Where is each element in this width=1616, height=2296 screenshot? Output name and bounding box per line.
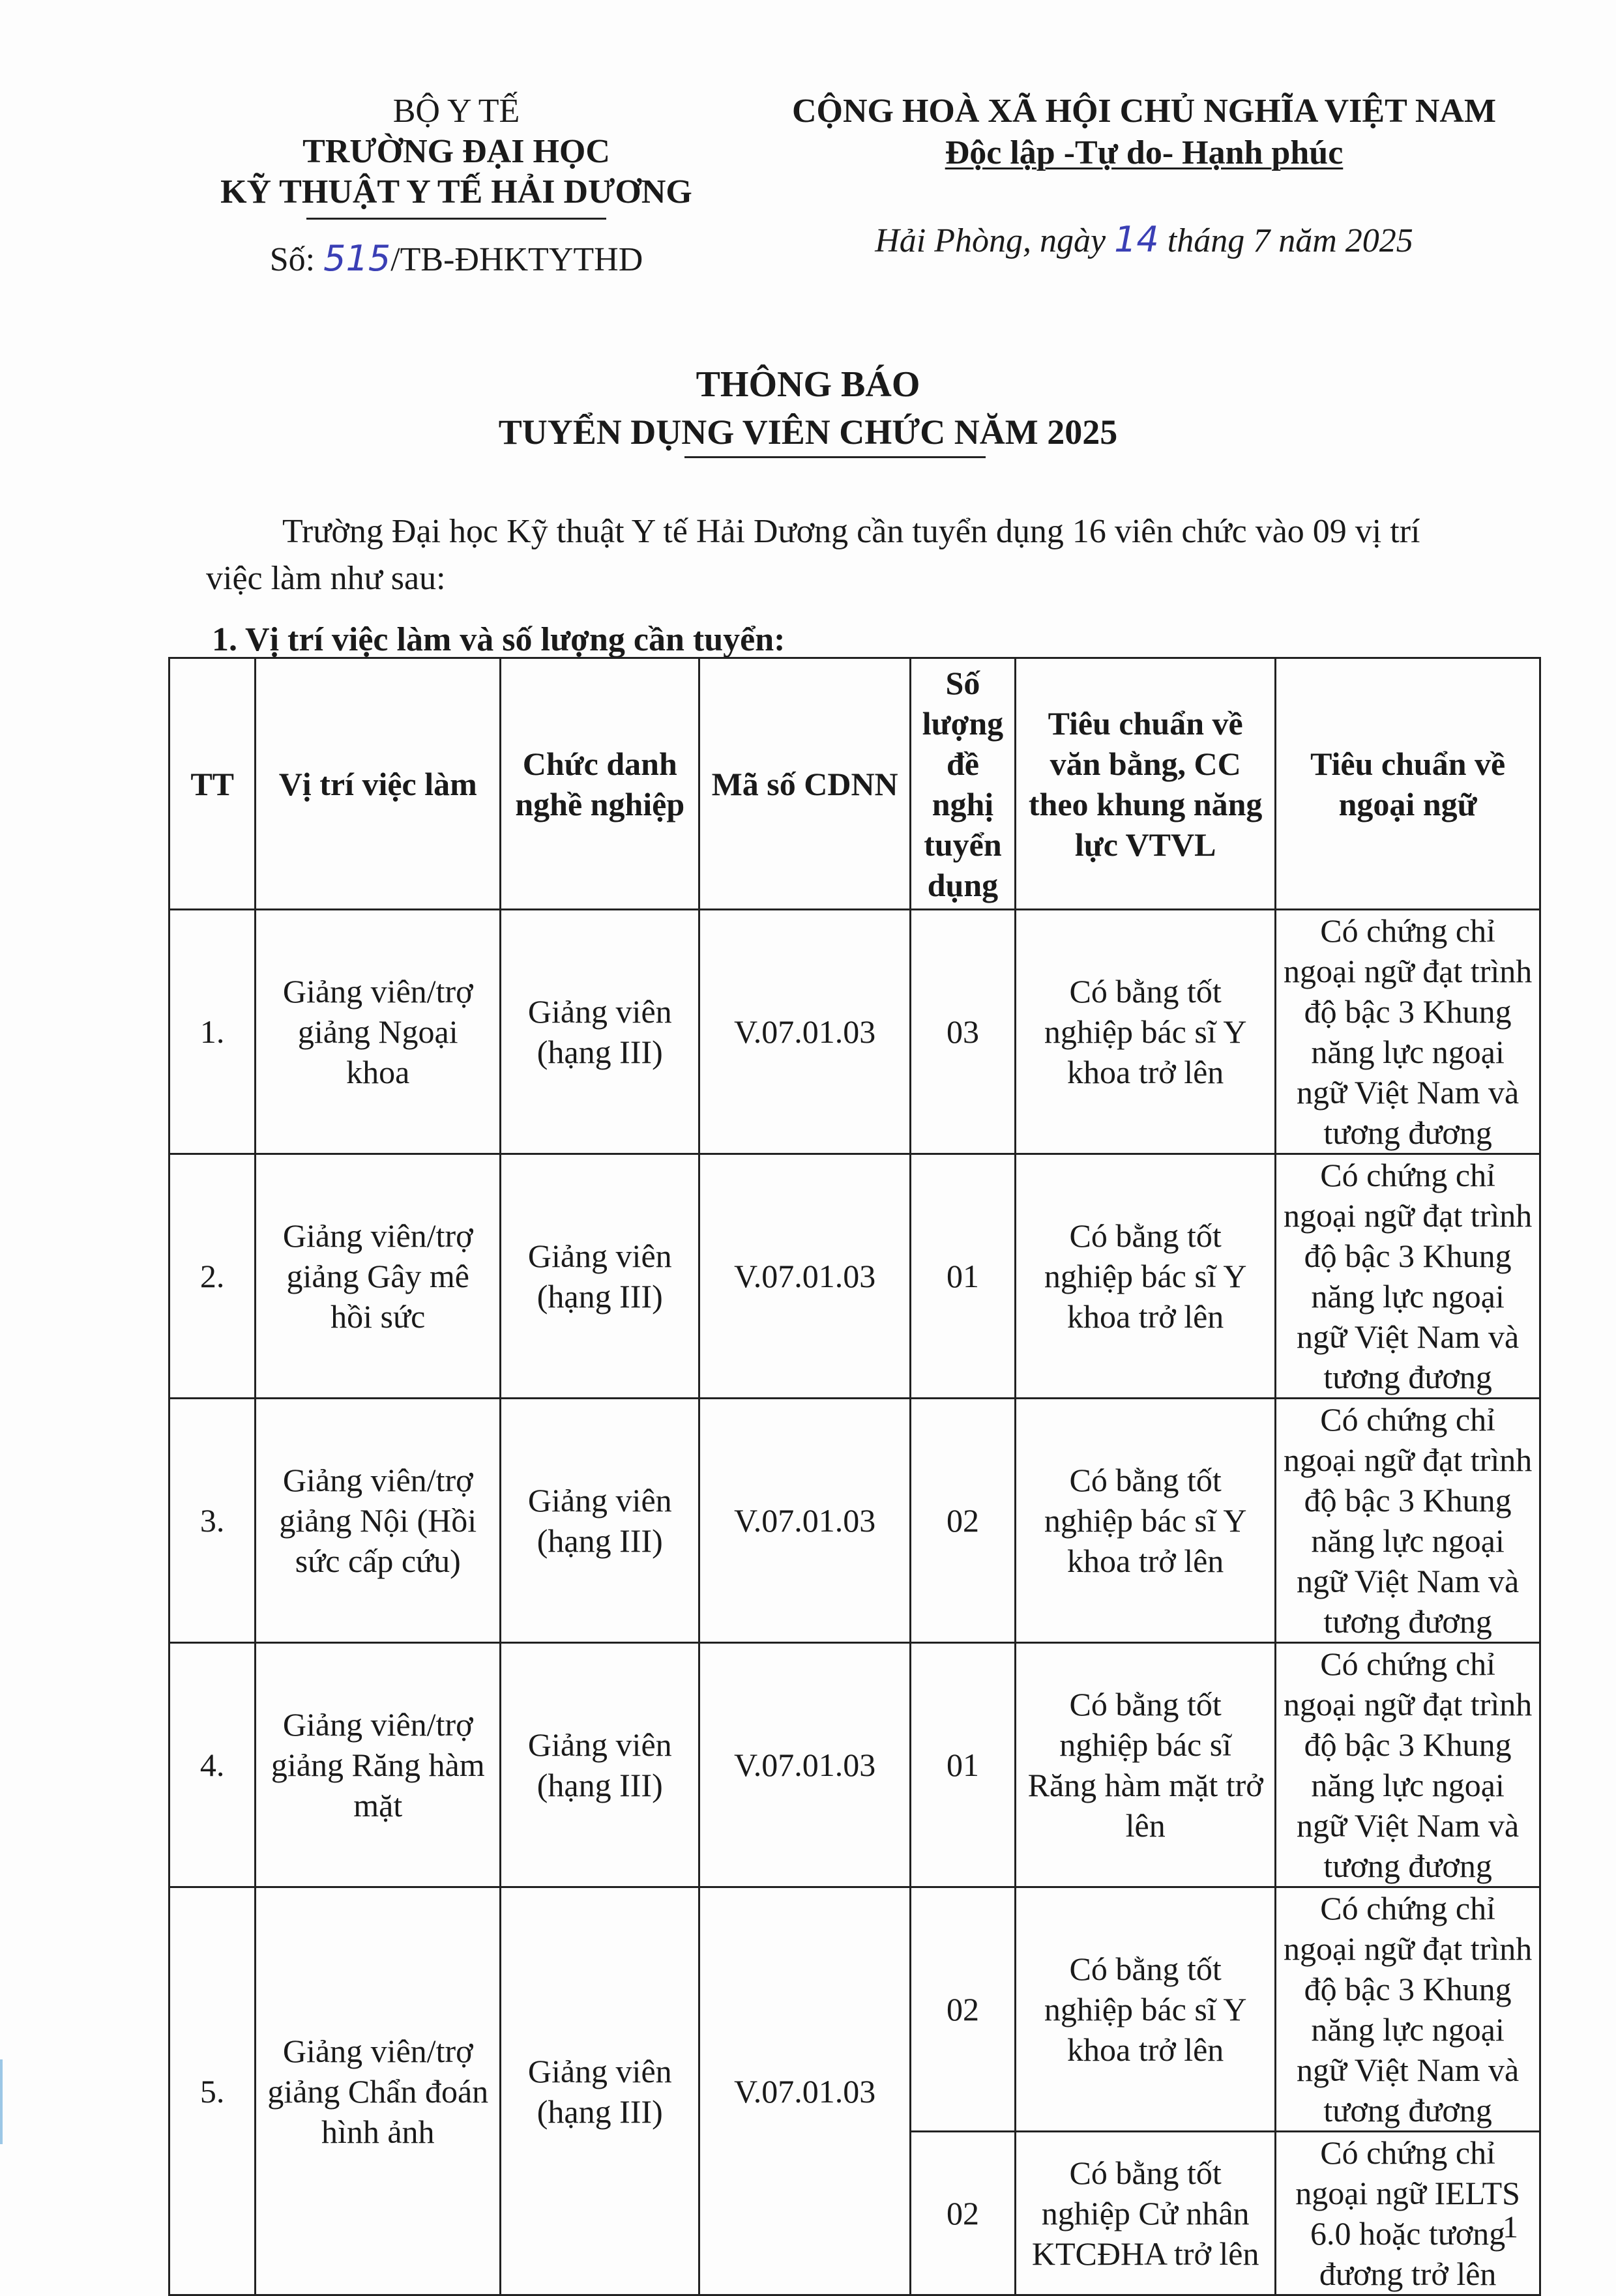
cell-degree: Có bằng tốt nghiệp bác sĩ Y khoa trở lên [1016, 1154, 1276, 1399]
header-language: Tiêu chuẩn về ngoại ngữ [1276, 658, 1540, 910]
cell-code: V.07.01.03 [699, 1154, 910, 1399]
country-name: CỘNG HOÀ XÃ HỘI CHỦ NGHĨA VIỆT NAM [791, 93, 1497, 130]
cell-tt: 1. [169, 910, 256, 1154]
cell-language: Có chứng chỉ ngoại ngữ IELTS 6.0 hoặc tương đương trở lên [1276, 2132, 1540, 2295]
table-row [169, 1154, 1540, 1399]
table-row [169, 1399, 1540, 1643]
document-number-handwritten: 515 [323, 238, 391, 279]
header-title: Chức danh nghề nghiệp [501, 658, 699, 910]
issuer-underline [306, 218, 606, 220]
cell-language: Có chứng chỉ ngoại ngữ đạt trình độ bậc 3 Khung năng lực ngoại ngữ Việt Nam và tương đương [1276, 1154, 1540, 1399]
cell-code: V.07.01.03 [699, 1399, 910, 1643]
cell-position: Giảng viên/trợ giảng Ngoại khoa [256, 910, 501, 1154]
header-tt: TT [169, 658, 256, 910]
cell-quantity: 01 [910, 1154, 1015, 1399]
cell-title: Giảng viên (hạng III) [501, 1887, 699, 2295]
cell-code: V.07.01.03 [699, 1643, 910, 1887]
national-motto: Độc lập -Tự do- Hạnh phúc [945, 134, 1344, 171]
table-row [169, 1643, 1540, 1887]
cell-degree: Có bằng tốt nghiệp bác sĩ Y khoa trở lên [1016, 1887, 1276, 2132]
header-position: Vị trí việc làm [256, 658, 501, 910]
cell-position: Giảng viên/trợ giảng Gây mê hồi sức [256, 1154, 501, 1399]
cell-title: Giảng viên (hạng III) [501, 1399, 699, 1643]
cell-code: V.07.01.03 [699, 1887, 910, 2295]
table-row [169, 1887, 1540, 2132]
cell-language: Có chứng chỉ ngoại ngữ đạt trình độ bậc 3 Khung năng lực ngoại ngữ Việt Nam và tương đương [1276, 910, 1540, 1154]
intro-line2: việc làm như sau: [206, 560, 446, 597]
cell-title: Giảng viên (hạng III) [501, 910, 699, 1154]
document-number-suffix: /TB-ĐHKTYTHD [390, 241, 643, 278]
cell-tt: 5. [169, 1887, 256, 2295]
issue-date-suffix: tháng 7 năm 2025 [1158, 222, 1413, 259]
cell-quantity: 03 [910, 910, 1015, 1154]
title-underline [684, 456, 986, 458]
cell-language: Có chứng chỉ ngoại ngữ đạt trình độ bậc 3 Khung năng lực ngoại ngữ Việt Nam và tương đương [1276, 1399, 1540, 1643]
intro-paragraph [206, 508, 1503, 602]
section-heading: 1. Vị trí việc làm và số lượng cần tuyển: [212, 621, 786, 658]
cell-code: V.07.01.03 [699, 910, 910, 1154]
issue-date-prefix: Hải Phòng, ngày [875, 222, 1115, 259]
cell-quantity: 02 [910, 1887, 1015, 2132]
cell-tt: 4. [169, 1643, 256, 1887]
table-row [169, 910, 1540, 1154]
cell-degree: Có bằng tốt nghiệp bác sĩ Y khoa trở lên [1016, 910, 1276, 1154]
school-name-line1: TRƯỜNG ĐẠI HỌC [302, 133, 610, 170]
document-title: THÔNG BÁO [696, 364, 920, 405]
cell-degree: Có bằng tốt nghiệp bác sĩ Răng hàm mặt trở lên [1016, 1643, 1276, 1887]
national-motto-block [763, 91, 1525, 260]
issuer-block [163, 91, 750, 279]
intro-line1: Trường Đại học Kỹ thuật Y tế Hải Dương cần tuyển dụng 16 viên chức vào 09 vị trí [282, 513, 1420, 550]
cell-degree: Có bằng tốt nghiệp Cử nhân KTCĐHA trở lên [1016, 2132, 1276, 2295]
cell-tt: 3. [169, 1399, 256, 1643]
cell-position: Giảng viên/trợ giảng Chẩn đoán hình ảnh [256, 1887, 501, 2295]
cell-title: Giảng viên (hạng III) [501, 1154, 699, 1399]
cell-tt: 2. [169, 1154, 256, 1399]
header-quantity: Số lượng đề nghị tuyển dụng [910, 658, 1015, 910]
header-degree: Tiêu chuẩn về văn bằng, CC theo khung năng lực VTVL [1016, 658, 1276, 910]
cell-quantity: 01 [910, 1643, 1015, 1887]
cell-position: Giảng viên/trợ giảng Nội (Hồi sức cấp cứu) [256, 1399, 501, 1643]
document-subtitle: TUYỂN DỤNG VIÊN CHỨC NĂM 2025 [498, 413, 1118, 452]
cell-quantity: 02 [910, 2132, 1015, 2295]
document-number-prefix: Số: [269, 241, 324, 278]
issue-date [763, 219, 1525, 260]
recruitment-table [168, 657, 1541, 2296]
cell-language: Có chứng chỉ ngoại ngữ đạt trình độ bậc 3 Khung năng lực ngoại ngữ Việt Nam và tương đương [1276, 1643, 1540, 1887]
cell-quantity: 02 [910, 1399, 1015, 1643]
scan-edge-mark [0, 2059, 3, 2144]
page-number: 1 [1503, 2210, 1518, 2245]
document-number [163, 238, 750, 279]
cell-degree: Có bằng tốt nghiệp bác sĩ Y khoa trở lên [1016, 1399, 1276, 1643]
cell-language: Có chứng chỉ ngoại ngữ đạt trình độ bậc 3 Khung năng lực ngoại ngữ Việt Nam và tương đương [1276, 1887, 1540, 2132]
header-code: Mã số CDNN [699, 658, 910, 910]
cell-position: Giảng viên/trợ giảng Răng hàm mặt [256, 1643, 501, 1887]
school-name-line2: KỸ THUẬT Y TẾ HẢI DƯƠNG [220, 173, 692, 211]
cell-title: Giảng viên (hạng III) [501, 1643, 699, 1887]
issue-day-handwritten: 14 [1114, 219, 1159, 260]
table-header-row [169, 658, 1540, 910]
ministry-name: BỘ Y TẾ [392, 93, 520, 130]
